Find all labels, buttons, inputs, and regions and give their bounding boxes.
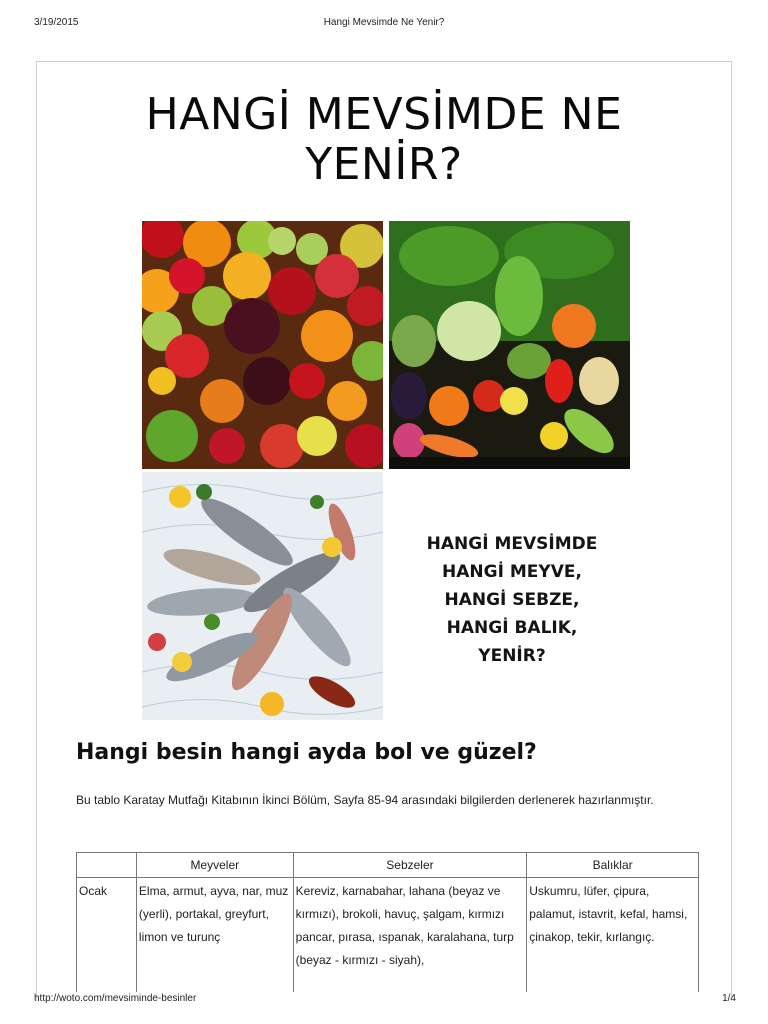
- table-header-row: [77, 853, 699, 878]
- main-title-line-2: YENİR?: [305, 139, 463, 190]
- print-date: 3/19/2015: [34, 17, 79, 28]
- table-row: [77, 878, 699, 993]
- season-table: [76, 852, 699, 992]
- header-vegetables: Sebzeler: [293, 853, 527, 878]
- header-month: [77, 853, 137, 878]
- intro-text: Bu tablo Karatay Mutfağı Kitabının İkinci Bölüm, Sayfa 85-94 arasındaki bilgilerden derlenerek hazırlanmıştır.: [76, 793, 654, 807]
- vegetables-photo: [389, 221, 630, 469]
- main-title-line-1: HANGİ MEVSİMDE NE: [145, 89, 623, 140]
- question-line: HANGİ SEBZE,: [444, 590, 580, 610]
- cell-vegetables: Kereviz, karnabahar, lahana (beyaz ve kırmızı), brokoli, havuç, şalgam, kırmızı pancar, pırasa, ıspanak, karalahana, turp (beyaz - kırmızı - siyah),: [293, 878, 527, 993]
- fish-photo: [142, 472, 383, 720]
- print-page-number: 1/4: [722, 993, 736, 1004]
- header-fruits: Meyveler: [136, 853, 293, 878]
- section-heading: Hangi besin hangi ayda bol ve güzel?: [76, 740, 537, 765]
- question-line: YENİR?: [478, 646, 546, 666]
- print-page-title: Hangi Mevsimde Ne Yenir?: [323, 17, 445, 28]
- season-question: [412, 530, 612, 670]
- cell-month: Ocak: [77, 878, 137, 993]
- main-title: [0, 90, 768, 190]
- question-line: HANGİ BALIK,: [446, 618, 578, 638]
- header-fish: Balıklar: [527, 853, 699, 878]
- print-footer-url[interactable]: http://woto.com/mevsiminde-besinler: [34, 993, 197, 1004]
- question-line: HANGİ MEYVE,: [442, 562, 582, 582]
- cell-fish: Uskumru, lüfer, çipura, palamut, istavrit, kefal, hamsi, çinakop, tekir, kırlangıç.: [527, 878, 699, 993]
- question-line: HANGİ MEVSİMDE: [426, 534, 598, 554]
- fruits-photo: [142, 221, 383, 469]
- cell-fruits: Elma, armut, ayva, nar, muz (yerli), portakal, greyfurt, limon ve turunç: [136, 878, 293, 993]
